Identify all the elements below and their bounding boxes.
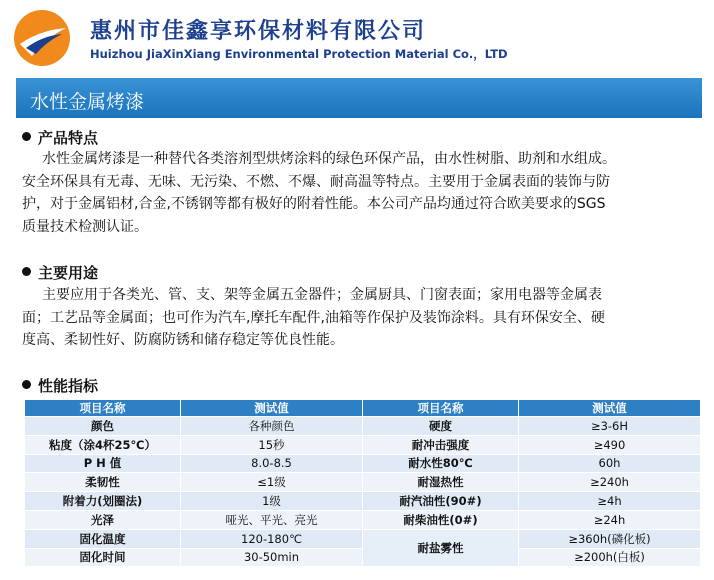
section-features-title [22, 127, 98, 148]
features-line: 护，对于金属铝材,合金,不锈钢等都有极好的附着性能。本公司产品均通过符合欧美要求的SGS [22, 196, 606, 212]
cell-value: ≥200h(白板) [519, 548, 701, 567]
cell-item: 固化时间 [25, 548, 181, 567]
page-header [0, 0, 714, 74]
page-title: 水性金属烤漆 [30, 91, 145, 113]
cell-item: 耐冲击强度 [363, 435, 519, 454]
cell-value: ≥4h [519, 492, 701, 511]
table-row [25, 417, 701, 436]
features-line: 水性金属烤漆是一种替代各类溶剂型烘烤涂料的绿色环保产品，由水性树脂、助剂和水组成。 [42, 151, 616, 167]
cell-item: P H 值 [25, 454, 181, 473]
table-row [25, 435, 701, 454]
section-usage-title [22, 262, 98, 283]
features-title: 产品特点 [38, 129, 99, 147]
cell-item: 耐柴油性(0#) [363, 510, 519, 529]
performance-title: 性能指标 [38, 377, 99, 395]
table-row [25, 492, 701, 511]
usage-paragraph [22, 284, 702, 352]
cell-item: 硬度 [363, 417, 519, 436]
section-performance-title [22, 375, 98, 396]
cell-value: 8.0-8.5 [181, 454, 363, 473]
cell-item: 附着力(划圈法) [25, 492, 181, 511]
usage-line: 度高、柔韧性好、防腐防锈和储存稳定等优良性能。 [22, 332, 344, 348]
usage-line: 主要应用于各类光、管、支、架等金属五金器件；金属厨具、门窗表面；家用电器等金属表 [42, 287, 602, 303]
features-line: 安全环保具有无毒、无味、无污染、不燃、不爆、耐高温等特点。主要用于金属表面的装饰与防 [22, 173, 610, 190]
company-logo-icon [12, 8, 72, 68]
cell-value: 15秒 [181, 435, 363, 454]
cell-value: 120-180℃ [181, 529, 363, 548]
cell-item: 柔韧性 [25, 473, 181, 492]
cell-item: 粘度（涂4杯25℃） [25, 435, 181, 454]
cell-value: 各种颜色 [181, 417, 363, 436]
table-row [25, 454, 701, 473]
cell-value: ≤1级 [181, 473, 363, 492]
cell-item: 耐汽油性(90#) [363, 492, 519, 511]
usage-title: 主要用途 [38, 264, 99, 282]
header-test-value: 测试值 [181, 400, 363, 417]
cell-item-merged: 耐盐雾性 [363, 529, 519, 567]
cell-value: ≥360h(磷化板) [519, 529, 701, 548]
cell-item: 光泽 [25, 510, 181, 529]
cell-item: 颜色 [25, 417, 181, 436]
table-row [25, 529, 701, 548]
cell-value: ≥490 [519, 435, 701, 454]
cell-value: 1级 [181, 492, 363, 511]
features-line: 质量技术检测认证。 [22, 218, 148, 235]
table-header-row [25, 400, 701, 417]
cell-value: ≥240h [519, 473, 701, 492]
cell-value: 哑光、平光、亮光 [181, 510, 363, 529]
header-item-name: 项目名称 [25, 400, 181, 417]
bullet-icon [22, 380, 31, 389]
table-row [25, 473, 701, 492]
table-row [25, 510, 701, 529]
bullet-icon [22, 267, 31, 276]
header-test-value: 测试值 [519, 400, 701, 417]
cell-value: ≥24h [519, 510, 701, 529]
cell-item: 固化温度 [25, 529, 181, 548]
header-item-name: 项目名称 [363, 400, 519, 417]
company-name-en: Huizhou JiaXinXiang Environmental Protection Material Co.，LTD [90, 47, 508, 61]
title-banner [16, 78, 702, 118]
cell-value: 30-50min [181, 548, 363, 567]
company-name-cn: 惠州市佳鑫享环保材料有限公司 [90, 19, 427, 44]
cell-value: ≥3-6H [519, 417, 701, 436]
performance-table [24, 399, 701, 567]
bullet-icon [22, 132, 31, 141]
features-paragraph [22, 148, 702, 238]
cell-item: 耐湿热性 [363, 473, 519, 492]
cell-value: 60h [519, 454, 701, 473]
usage-line: 面；工艺品等金属面；也可作为汽车,摩托车配件,油箱等作保护及装饰涂料。具有环保安全、硬 [22, 309, 605, 326]
cell-item: 耐水性80℃ [363, 454, 519, 473]
